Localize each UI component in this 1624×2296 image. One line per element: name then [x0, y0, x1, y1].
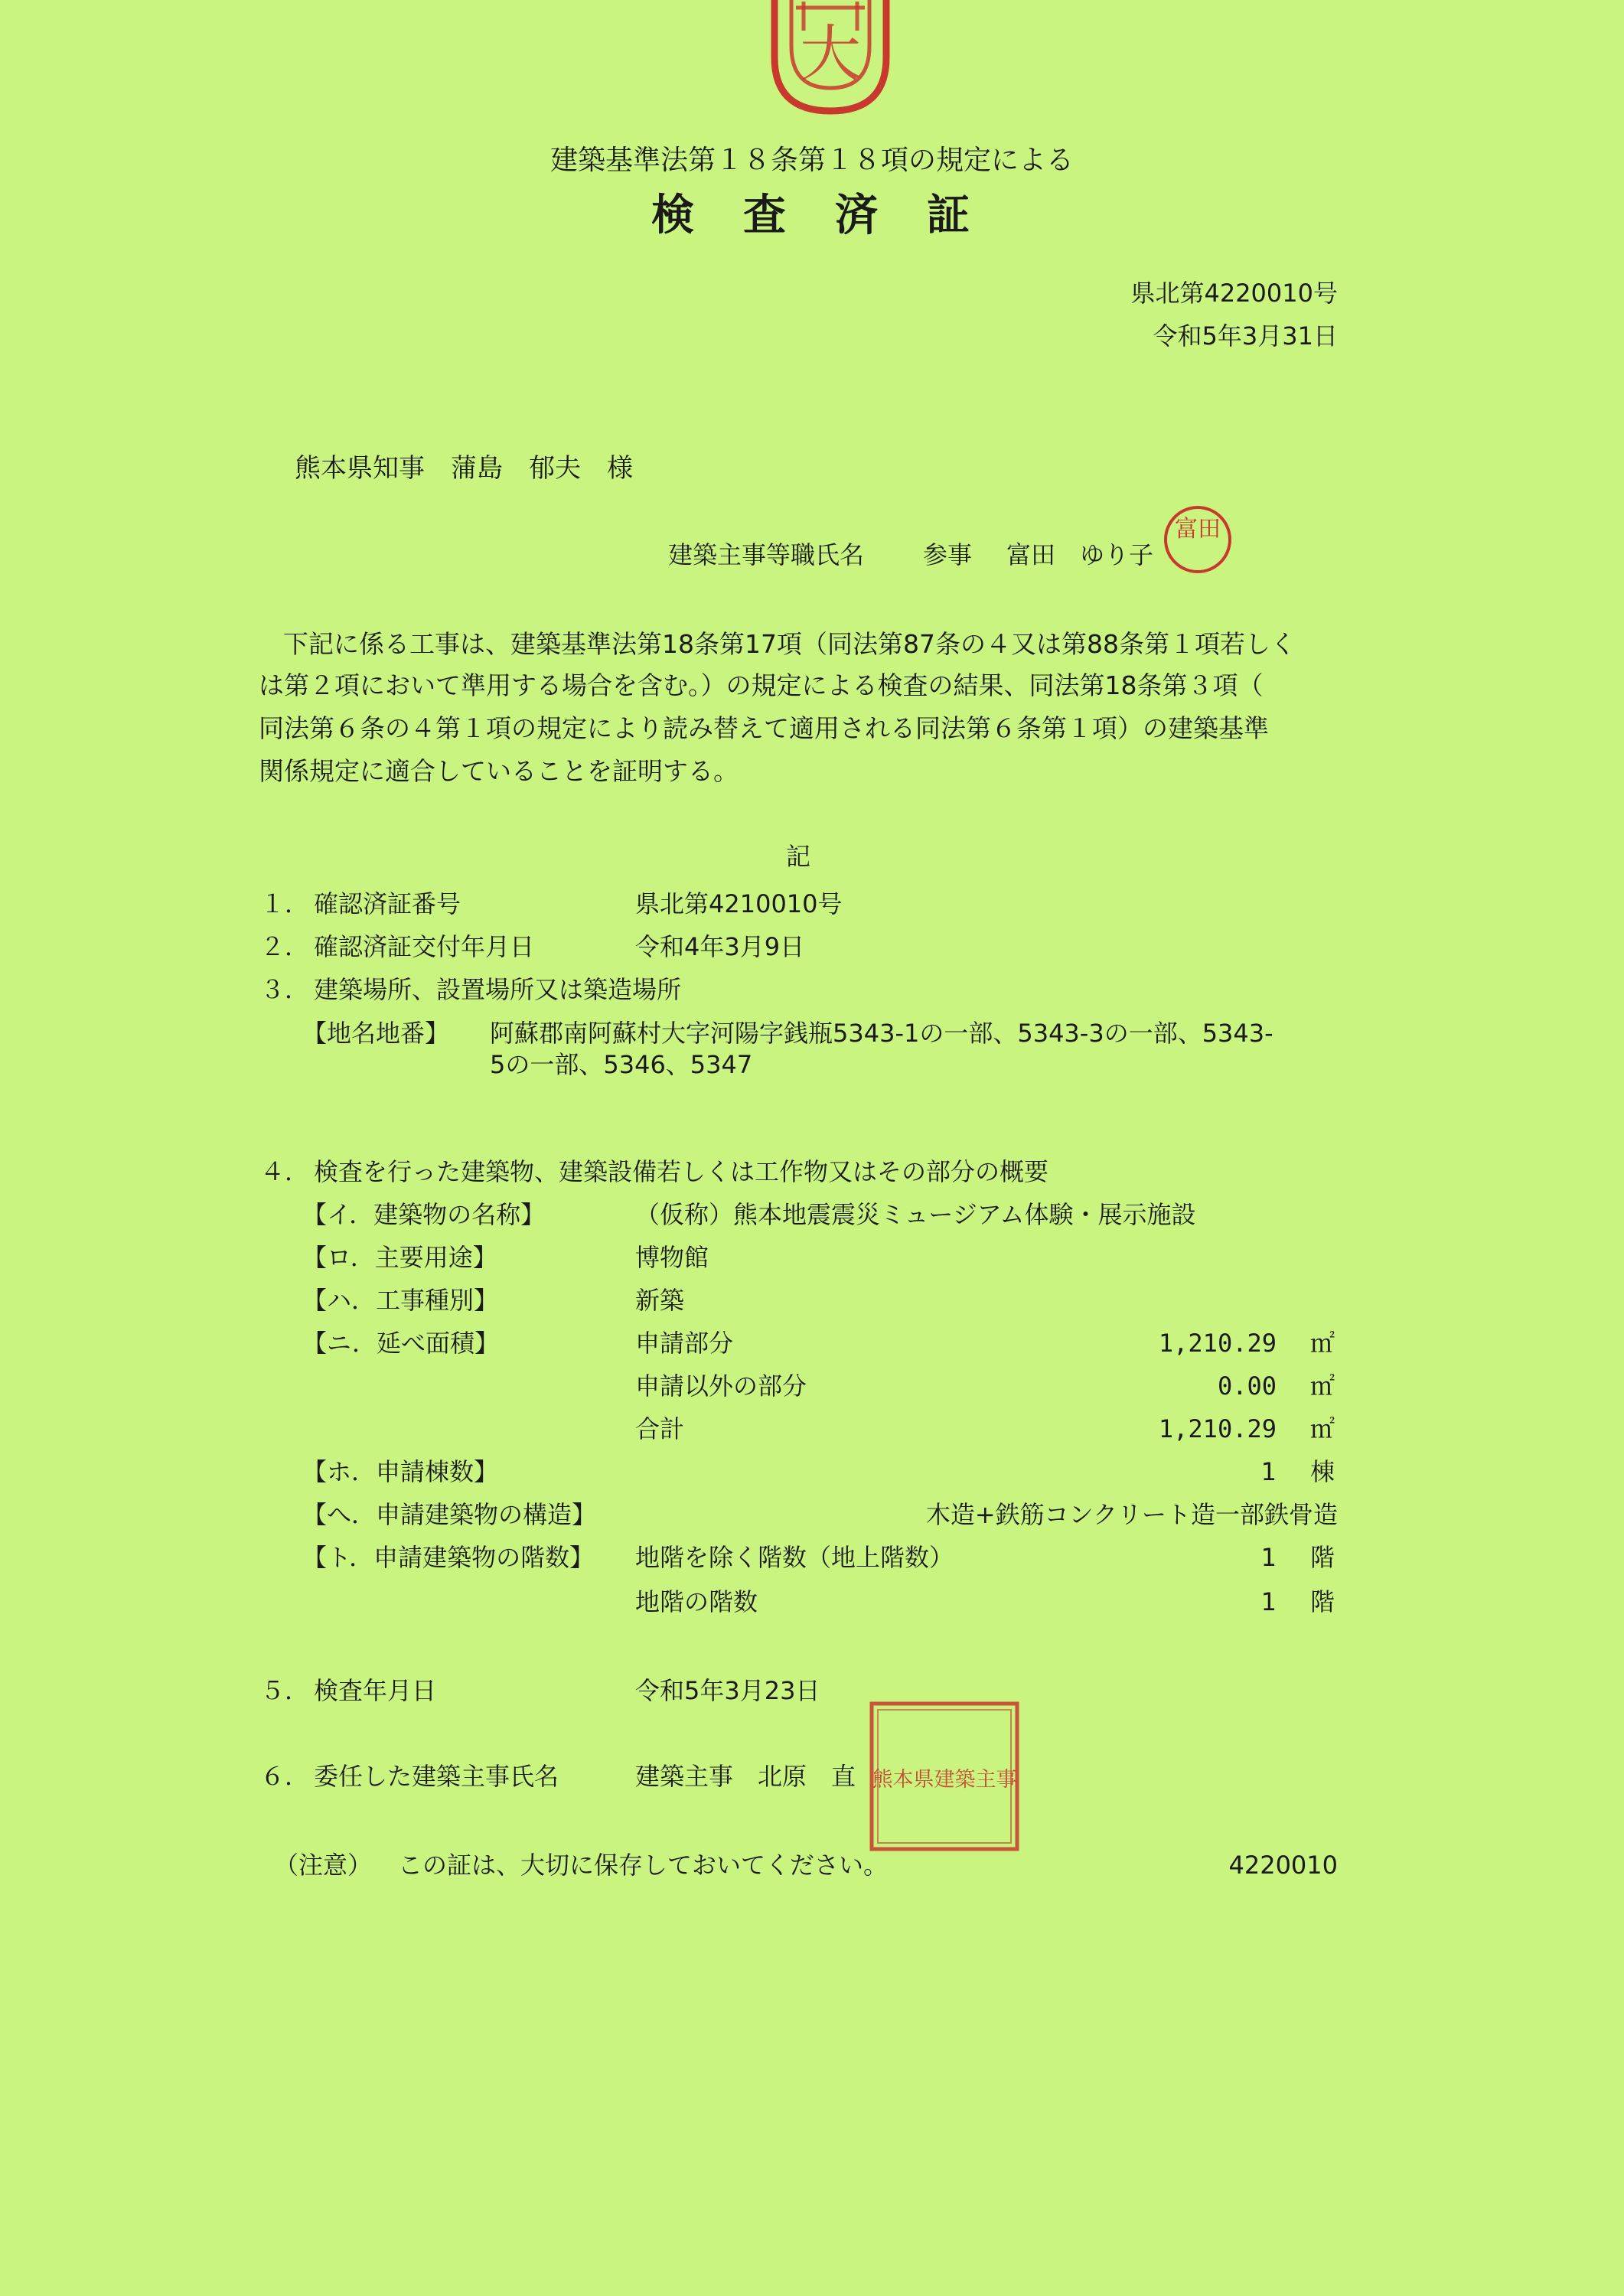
area-row-label: 申請部分	[635, 1329, 734, 1358]
main-use-value: 博物館	[635, 1243, 709, 1272]
item-5-label: 検査年月日	[314, 1676, 437, 1705]
area-row-unit: ㎡	[1310, 1414, 1335, 1443]
body-line-3: 同法第６条の４第１項の規定により読み替えて適用される同法第６条第１項）の建築基準	[259, 713, 1269, 743]
item-2-label: 確認済証交付年月日	[314, 932, 535, 961]
item-3-label: 建築場所、設置場所又は築造場所	[314, 975, 682, 1004]
building-count-label: 【ホ．申請棟数】	[302, 1457, 499, 1486]
svg-text:富田: 富田	[1175, 516, 1221, 543]
addressee: 熊本県知事 蒲島 郁夫 様	[295, 453, 633, 484]
body-line-1: 下記に係る工事は、建築基準法第18条第17項（同法第87条の４又は第88条第１項若しく	[283, 629, 1296, 659]
svg-text:大: 大	[800, 18, 861, 90]
certificate-title: 検 査 済 証	[651, 191, 973, 240]
item-3-number: ３．	[260, 975, 310, 1004]
area-row-label: 合計	[635, 1414, 685, 1443]
item-5-number: ５．	[260, 1676, 310, 1705]
item-1-number: １．	[260, 889, 310, 918]
item-2-number: ２．	[260, 932, 310, 961]
item-5-value: 令和5年3月23日	[635, 1676, 820, 1705]
certificate-date: 令和5年3月31日	[1153, 321, 1338, 351]
issuer-name: 富田 ゆり子	[1006, 540, 1154, 569]
building-count-value: 1	[1260, 1457, 1277, 1486]
floor-row-label: 地階の階数	[635, 1587, 758, 1616]
floor-row-unit: 階	[1310, 1543, 1335, 1572]
note-code: 4220010	[1228, 1851, 1338, 1880]
address-line-1: 阿蘇郡南阿蘇村大字河陽字銭瓶5343-1の一部、5343-3の一部、5343-	[490, 1019, 1273, 1048]
address-sub-label: 【地名地番】	[302, 1019, 450, 1048]
main-use-label: 【ロ．主要用途】	[302, 1243, 497, 1272]
building-name-label: 【イ．建築物の名称】	[302, 1200, 546, 1229]
address-line-2: 5の一部、5346、5347	[490, 1050, 753, 1079]
item-6-value: 建築主事 北原 直	[635, 1762, 856, 1791]
item-4-number: ４．	[260, 1157, 310, 1186]
area-row-unit: ㎡	[1310, 1371, 1335, 1401]
floor-row-unit: 階	[1310, 1587, 1335, 1616]
top-partial-seal	[765, 0, 895, 119]
certificate-number: 県北第4220010号	[1130, 279, 1338, 308]
item-1-value: 県北第4210010号	[635, 889, 843, 918]
building-count-unit: 棟	[1310, 1457, 1335, 1486]
floor-row-label: 地階を除く階数（地上階数）	[635, 1543, 954, 1572]
floor-row-value: 1	[1260, 1543, 1277, 1572]
area-row-unit: ㎡	[1310, 1329, 1335, 1358]
area-row-value: 0.00	[1217, 1371, 1277, 1401]
structure-label: 【へ．申請建築物の構造】	[302, 1500, 597, 1529]
svg-text:熊本県建築主事: 熊本県建築主事	[872, 1768, 1017, 1792]
legal-basis-line: 建築基準法第１８条第１８項の規定による	[549, 145, 1074, 176]
body-line-2: は第２項において準用する場合を含む。）の規定による検査の結果、同法第18条第３項（	[259, 670, 1264, 700]
note-text: この証は、大切に保存しておいてください。	[398, 1851, 889, 1880]
ki-heading: 記	[786, 842, 811, 871]
floor-row-value: 1	[1260, 1587, 1277, 1616]
item-4-label: 検査を行った建築物、建築設備若しくは工作物又はその部分の概要	[314, 1157, 1049, 1186]
floor-area-label: 【ニ．延べ面積】	[302, 1329, 499, 1358]
structure-value: 木造+鉄筋コンクリート造一部鉄骨造	[925, 1500, 1338, 1529]
item-1-label: 確認済証番号	[314, 889, 461, 918]
item-6-number: ６．	[260, 1762, 310, 1791]
tomita-seal	[1162, 504, 1234, 576]
issuer-position: 参事	[923, 540, 973, 569]
issuer-title-label: 建築主事等職氏名	[668, 540, 865, 569]
item-2-value: 令和4年3月9日	[635, 932, 805, 961]
note-label: （注意）	[274, 1851, 373, 1880]
area-row-value: 1,210.29	[1158, 1329, 1277, 1358]
floors-label: 【ト．申請建築物の階数】	[302, 1543, 595, 1572]
area-row-value: 1,210.29	[1158, 1414, 1277, 1443]
body-line-4: 関係規定に適合していることを証明する。	[259, 756, 739, 786]
work-type-label: 【ハ．工事種別】	[302, 1286, 499, 1315]
area-row-label: 申請以外の部分	[635, 1371, 807, 1401]
building-name-value: （仮称）熊本地震震災ミュージアム体験・展示施設	[635, 1200, 1196, 1229]
work-type-value: 新築	[635, 1286, 685, 1315]
prefecture-seal	[869, 1701, 1020, 1852]
item-6-label: 委任した建築主事氏名	[314, 1762, 559, 1791]
